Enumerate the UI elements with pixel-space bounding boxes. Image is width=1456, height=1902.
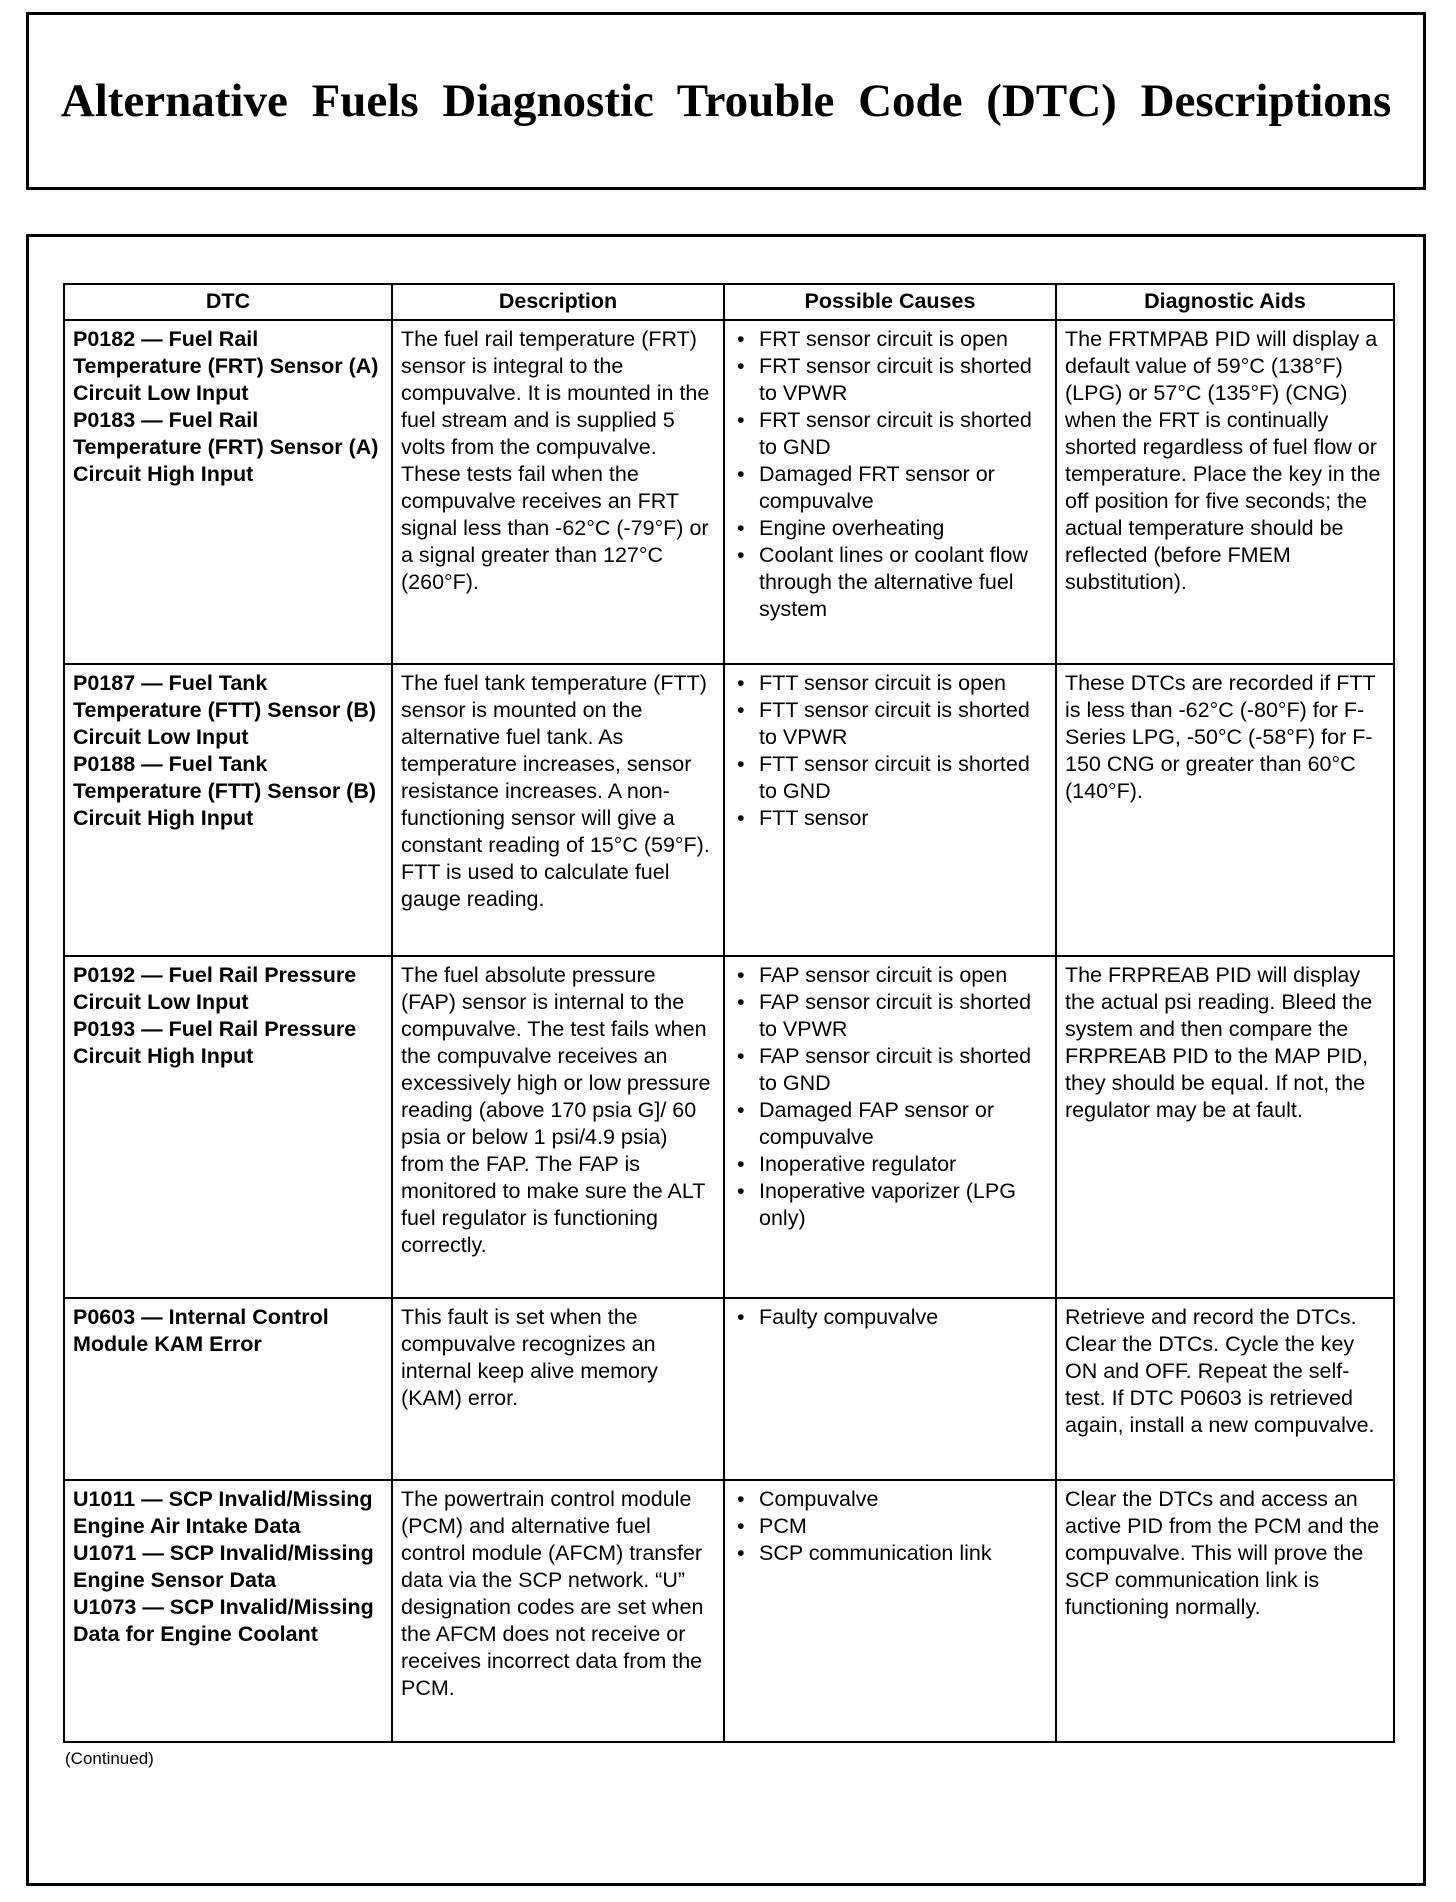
cause-item: • FRT sensor circuit is shorted to VPWR xyxy=(733,353,1047,407)
causes-cell xyxy=(724,1298,1056,1480)
page-title: Alternative Fuels Diagnostic Trouble Code (DTC) Descriptions xyxy=(60,75,1392,127)
dtc-code: P0188 — Fuel Tank Temperature (FTT) Sensor (B) Circuit High Input xyxy=(73,752,377,830)
cause-item: • FTT sensor circuit is shorted to GND xyxy=(733,751,1047,805)
dtc-code: P0183 — Fuel Rail Temperature (FRT) Sensor (A) Circuit High Input xyxy=(73,408,379,486)
continued-note: (Continued) xyxy=(65,1749,154,1768)
dtc-cell xyxy=(64,664,392,956)
causes-cell xyxy=(724,664,1056,956)
cause-item: • PCM xyxy=(733,1513,1047,1540)
table-row xyxy=(64,664,1394,956)
cause-item: • Engine overheating xyxy=(733,515,1047,542)
description-cell: The fuel tank temperature (FTT) sensor is mounted on the alternative fuel tank. As temperature increases, sensor resistance increases. A non-functioning sensor will give a constant reading of 15°C (59°F). FTT is used to calculate fuel gauge reading. xyxy=(392,664,724,956)
dtc-code: U1011 — SCP Invalid/Missing Engine Air Intake Data xyxy=(73,1487,373,1538)
causes-cell xyxy=(724,320,1056,664)
dtc-table xyxy=(63,283,1395,1743)
header-diagnostic-aids: Diagnostic Aids xyxy=(1056,284,1394,320)
description-cell: The powertrain control module (PCM) and alternative fuel control module (AFCM) transfer data via the SCP network. “U” designation codes are set when the AFCM does not receive or receives incorrect data from the PCM. xyxy=(392,1480,724,1742)
header-possible-causes: Possible Causes xyxy=(724,284,1056,320)
cause-item: • FRT sensor circuit is shorted to GND xyxy=(733,407,1047,461)
dtc-cell xyxy=(64,320,392,664)
cause-item: • Damaged FAP sensor or compuvalve xyxy=(733,1097,1047,1151)
cause-item: • FAP sensor circuit is shorted to GND xyxy=(733,1043,1047,1097)
description-cell: The fuel absolute pressure (FAP) sensor is internal to the compuvalve. The test fails when the compuvalve receives an excessively high or low pressure reading (above 170 psia G]/ 60 psia or below 1 psi/4.9 psia) from the FAP. The FAP is monitored to make sure the ALT fuel regulator is functioning correctly. xyxy=(392,956,724,1298)
dtc-cell xyxy=(64,1480,392,1742)
table-frame xyxy=(26,234,1426,1886)
cause-item: • Coolant lines or coolant flow through the alternative fuel system xyxy=(733,542,1047,623)
cause-item: • FAP sensor circuit is shorted to VPWR xyxy=(733,989,1047,1043)
cause-item: • SCP communication link xyxy=(733,1540,1047,1567)
cause-item: • FTT sensor xyxy=(733,805,1047,832)
cause-item: • Inoperative regulator xyxy=(733,1151,1047,1178)
cause-item: • Faulty compuvalve xyxy=(733,1304,1047,1331)
dtc-cell xyxy=(64,956,392,1298)
causes-cell xyxy=(724,1480,1056,1742)
table-row xyxy=(64,1480,1394,1742)
dtc-code: P0193 — Fuel Rail Pressure Circuit High Input xyxy=(73,1017,357,1068)
aids-cell: Clear the DTCs and access an active PID from the PCM and the compuvalve. This will prove the SCP communication link is functioning normally. xyxy=(1056,1480,1394,1742)
aids-cell: The FRPREAB PID will display the actual psi reading. Bleed the system and then compare the FRPREAB PID to the MAP PID, they should be equal. If not, the regulator may be at fault. xyxy=(1056,956,1394,1298)
aids-cell: The FRTMPAB PID will display a default value of 59°C (138°F) (LPG) or 57°C (135°F) (CNG) when the FRT is continually shorted regardless of fuel flow or temperature. Place the key in the off position for five seconds; the actual temperature should be reflected (before FMEM substitution). xyxy=(1056,320,1394,664)
dtc-code: P0187 — Fuel Tank Temperature (FTT) Sensor (B) Circuit Low Input xyxy=(73,671,377,749)
table-row xyxy=(64,1298,1394,1480)
title-box xyxy=(26,12,1426,190)
description-cell: The fuel rail temperature (FRT) sensor is integral to the compuvalve. It is mounted in the fuel stream and is supplied 5 volts from the compuvalve. These tests fail when the compuvalve receives an FRT signal less than -62°C (-79°F) or a signal greater than 127°C (260°F). xyxy=(392,320,724,664)
cause-item: • FTT sensor circuit is open xyxy=(733,670,1047,697)
table-header-row xyxy=(64,284,1394,320)
causes-cell xyxy=(724,956,1056,1298)
cause-item: • FTT sensor circuit is shorted to VPWR xyxy=(733,697,1047,751)
cause-item: • Compuvalve xyxy=(733,1486,1047,1513)
description-cell: This fault is set when the compuvalve recognizes an internal keep alive memory (KAM) error. xyxy=(392,1298,724,1480)
header-dtc: DTC xyxy=(64,284,392,320)
dtc-code: P0603 — Internal Control Module KAM Error xyxy=(73,1305,329,1356)
dtc-code: U1071 — SCP Invalid/Missing Engine Sensor Data xyxy=(73,1541,374,1592)
dtc-code: U1073 — SCP Invalid/Missing Data for Engine Coolant xyxy=(73,1595,374,1646)
dtc-code: P0182 — Fuel Rail Temperature (FRT) Sensor (A) Circuit Low Input xyxy=(73,327,379,405)
header-description: Description xyxy=(392,284,724,320)
table-row xyxy=(64,320,1394,664)
cause-item: • Damaged FRT sensor or compuvalve xyxy=(733,461,1047,515)
cause-item: • FRT sensor circuit is open xyxy=(733,326,1047,353)
aids-cell: Retrieve and record the DTCs. Clear the DTCs. Cycle the key ON and OFF. Repeat the self-test. If DTC P0603 is retrieved again, install a new compuvalve. xyxy=(1056,1298,1394,1480)
cause-item: • FAP sensor circuit is open xyxy=(733,962,1047,989)
dtc-code: P0192 — Fuel Rail Pressure Circuit Low Input xyxy=(73,963,357,1014)
aids-cell: These DTCs are recorded if FTT is less than -62°C (-80°F) for F-Series LPG, -50°C (-58°F) for F-150 CNG or greater than 60°C (140°F). xyxy=(1056,664,1394,956)
dtc-cell xyxy=(64,1298,392,1480)
table-row xyxy=(64,956,1394,1298)
cause-item: • Inoperative vaporizer (LPG only) xyxy=(733,1178,1047,1232)
